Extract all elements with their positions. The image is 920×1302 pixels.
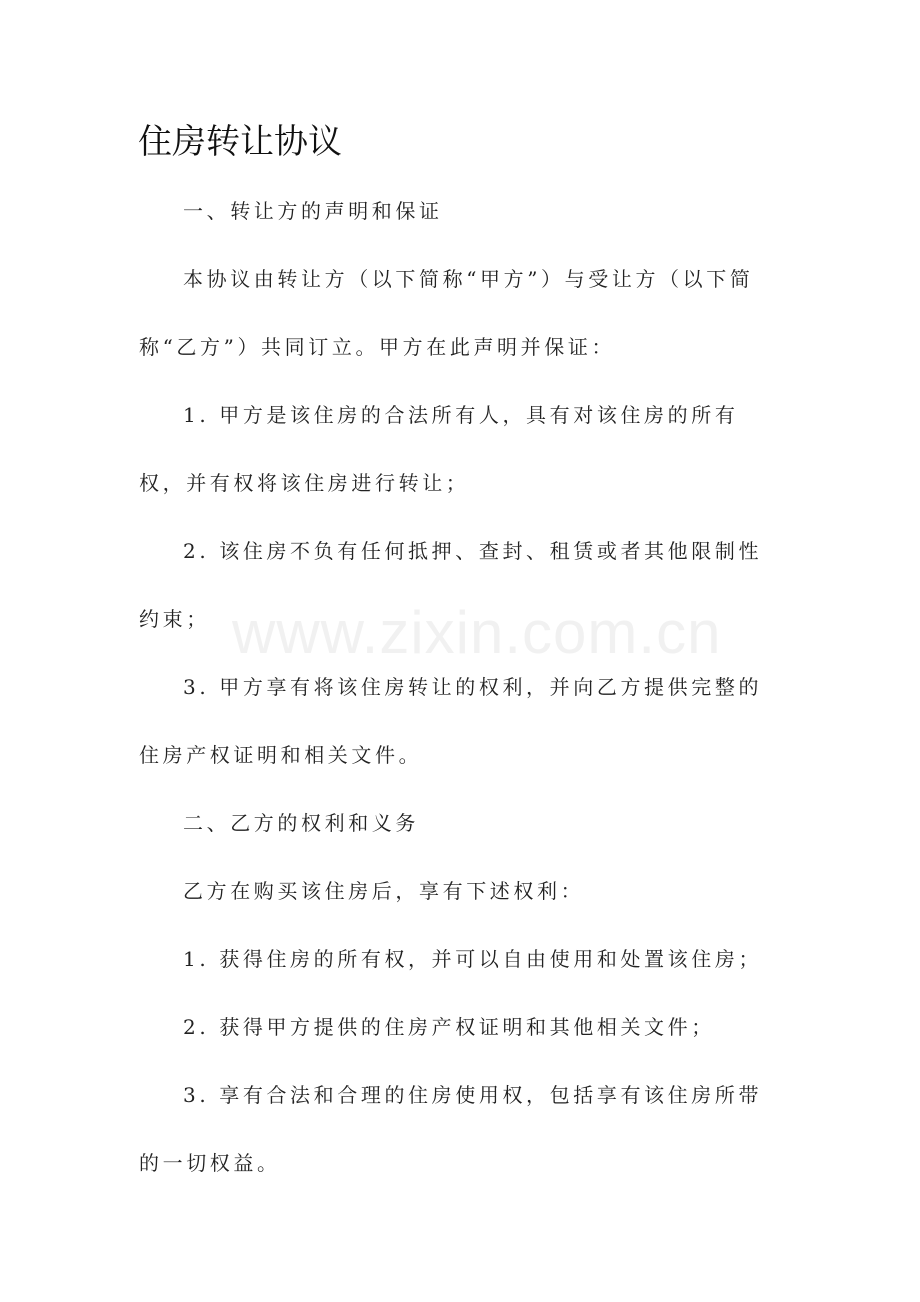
document-body <box>139 177 779 1197</box>
paragraph-clause-2-2: 2. 获得甲方提供的住房产权证明和其他相关文件； <box>183 1015 715 1039</box>
watermark: www.zixin.com.cn <box>232 599 722 666</box>
paragraph-clause-1-2: 2. 该住房不负有任何抵押、查封、租赁或者其他限制性约束； <box>139 539 763 631</box>
paragraph-rights-intro: 乙方在购买该住房后，享有下述权利： <box>183 879 585 903</box>
section-heading-1: 一、转让方的声明和保证 <box>183 199 443 223</box>
paragraph-clause-1-1: 1. 甲方是该住房的合法所有人，具有对该住房的所有权，并有权将该住房进行转让； <box>139 403 739 495</box>
paragraph-intro: 本协议由转让方（以下简称“甲方”）与受让方（以下简称“乙方”）共同订立。甲方在此声明并保证： <box>139 267 754 359</box>
document-title: 住房转让协议 <box>138 122 342 162</box>
paragraph-clause-2-1: 1. 获得住房的所有权，并可以自由使用和处置该住房； <box>183 947 763 971</box>
section-heading-2: 二、乙方的权利和义务 <box>183 811 419 835</box>
paragraph-clause-1-3: 3. 甲方享有将该住房转让的权利，并向乙方提供完整的住房产权证明和相关文件。 <box>139 675 763 767</box>
paragraph-clause-2-3: 3. 享有合法和合理的住房使用权，包括享有该住房所带的一切权益。 <box>139 1083 763 1175</box>
